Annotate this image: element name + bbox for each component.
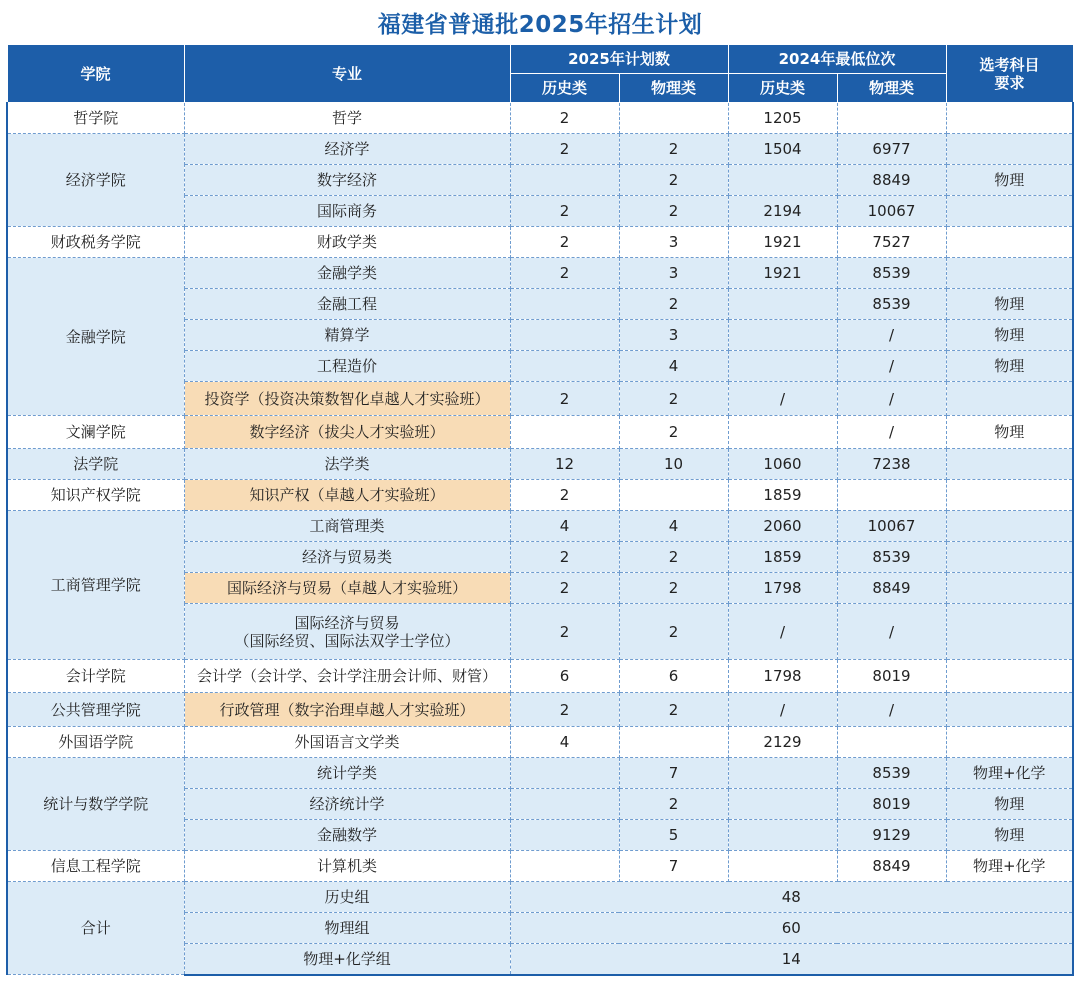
- college-cell: 知识产权学院: [7, 480, 184, 511]
- plan-physics-cell: 3: [619, 320, 728, 351]
- rank-physics-cell: 8539: [837, 758, 946, 789]
- requirement-cell: [946, 660, 1073, 693]
- table-row: [7, 693, 1073, 727]
- plan-history-cell: 2: [510, 604, 619, 660]
- rank-history-cell: 2194: [728, 196, 837, 227]
- rank-history-cell: 1060: [728, 449, 837, 480]
- table-row: [7, 227, 1073, 258]
- header-plan-history: 历史类: [510, 74, 619, 103]
- major-cell: 行政管理（数字治理卓越人才实验班）: [184, 693, 510, 727]
- table-row: [7, 851, 1073, 882]
- plan-physics-cell: 4: [619, 351, 728, 382]
- rank-physics-cell: 10067: [837, 196, 946, 227]
- major-cell: 外国语言文学类: [184, 727, 510, 758]
- plan-history-cell: 2: [510, 134, 619, 165]
- rank-physics-cell: 7527: [837, 227, 946, 258]
- plan-history-cell: [510, 351, 619, 382]
- total-group-cell: 物理组: [184, 913, 510, 944]
- major-cell: 精算学: [184, 320, 510, 351]
- plan-history-cell: 2: [510, 693, 619, 727]
- major-cell: 数字经济: [184, 165, 510, 196]
- header-rank-physics: 物理类: [837, 74, 946, 103]
- plan-history-cell: 2: [510, 227, 619, 258]
- rank-history-cell: 1205: [728, 103, 837, 134]
- table-row: [7, 449, 1073, 480]
- rank-physics-cell: /: [837, 604, 946, 660]
- rank-physics-cell: /: [837, 693, 946, 727]
- plan-history-cell: 4: [510, 511, 619, 542]
- plan-physics-cell: 2: [619, 165, 728, 196]
- plan-history-cell: 2: [510, 573, 619, 604]
- plan-history-cell: [510, 851, 619, 882]
- rank-history-cell: [728, 289, 837, 320]
- plan-physics-cell: 2: [619, 289, 728, 320]
- rank-history-cell: [728, 851, 837, 882]
- rank-physics-cell: 8849: [837, 851, 946, 882]
- plan-physics-cell: 3: [619, 227, 728, 258]
- college-cell: 统计与数学学院: [7, 758, 184, 851]
- table-row: [7, 480, 1073, 511]
- college-cell: 工商管理学院: [7, 511, 184, 660]
- college-cell: 外国语学院: [7, 727, 184, 758]
- rank-history-cell: 1798: [728, 573, 837, 604]
- rank-history-cell: 1921: [728, 258, 837, 289]
- requirement-cell: 物理: [946, 416, 1073, 449]
- header-requirement: 选考科目要求: [946, 45, 1073, 103]
- plan-physics-cell: 2: [619, 693, 728, 727]
- college-cell: 金融学院: [7, 258, 184, 416]
- rank-history-cell: /: [728, 604, 837, 660]
- rank-physics-cell: 8019: [837, 660, 946, 693]
- rank-history-cell: 1504: [728, 134, 837, 165]
- rank-physics-cell: 7238: [837, 449, 946, 480]
- major-cell: 知识产权（卓越人才实验班）: [184, 480, 510, 511]
- requirement-cell: [946, 573, 1073, 604]
- college-cell: 经济学院: [7, 134, 184, 227]
- rank-physics-cell: 10067: [837, 511, 946, 542]
- rank-history-cell: [728, 820, 837, 851]
- major-cell: 会计学（会计学、会计学注册会计师、财管）: [184, 660, 510, 693]
- requirement-cell: 物理: [946, 289, 1073, 320]
- major-cell: 统计学类: [184, 758, 510, 789]
- college-cell: 法学院: [7, 449, 184, 480]
- page-title: 福建省普通批2025年招生计划: [377, 12, 703, 38]
- major-cell: 法学类: [184, 449, 510, 480]
- rank-history-cell: [728, 416, 837, 449]
- plan-physics-cell: 2: [619, 134, 728, 165]
- requirement-cell: [946, 134, 1073, 165]
- rank-physics-cell: /: [837, 382, 946, 416]
- plan-physics-cell: 2: [619, 789, 728, 820]
- total-value-cell: 48: [510, 882, 1073, 913]
- table-row: [7, 103, 1073, 134]
- major-cell: 数字经济（拔尖人才实验班）: [184, 416, 510, 449]
- plan-history-cell: 2: [510, 258, 619, 289]
- major-cell: 经济学: [184, 134, 510, 165]
- college-cell: 哲学院: [7, 103, 184, 134]
- rank-history-cell: 1859: [728, 542, 837, 573]
- table-row: [7, 660, 1073, 693]
- plan-history-cell: [510, 789, 619, 820]
- header-major: 专业: [184, 45, 510, 103]
- rank-history-cell: [728, 758, 837, 789]
- major-cell: 经济与贸易类: [184, 542, 510, 573]
- rank-physics-cell: [837, 103, 946, 134]
- major-cell: 国际经济与贸易（卓越人才实验班）: [184, 573, 510, 604]
- plan-history-cell: 2: [510, 196, 619, 227]
- rank-history-cell: 1921: [728, 227, 837, 258]
- plan-history-cell: 12: [510, 449, 619, 480]
- plan-history-cell: [510, 416, 619, 449]
- rank-physics-cell: 8539: [837, 258, 946, 289]
- total-label-cell: 合计: [7, 882, 184, 975]
- major-cell: 财政学类: [184, 227, 510, 258]
- rank-history-cell: 1859: [728, 480, 837, 511]
- plan-physics-cell: 4: [619, 511, 728, 542]
- major-cell: [184, 604, 510, 660]
- total-value-cell: 60: [510, 913, 1073, 944]
- rank-history-cell: [728, 165, 837, 196]
- major-cell: 金融学类: [184, 258, 510, 289]
- college-cell: 财政税务学院: [7, 227, 184, 258]
- header-plan-2025: 2025年计划数: [510, 45, 728, 74]
- requirement-cell: 物理+化学: [946, 851, 1073, 882]
- plan-history-cell: 4: [510, 727, 619, 758]
- header-rank-history: 历史类: [728, 74, 837, 103]
- header-college: 学院: [7, 45, 184, 103]
- rank-physics-cell: [837, 727, 946, 758]
- rank-physics-cell: /: [837, 320, 946, 351]
- plan-history-cell: [510, 320, 619, 351]
- plan-history-cell: 2: [510, 480, 619, 511]
- major-cell: 投资学（投资决策数智化卓越人才实验班）: [184, 382, 510, 416]
- table-row: [7, 134, 1073, 165]
- rank-physics-cell: /: [837, 416, 946, 449]
- plan-physics-cell: 5: [619, 820, 728, 851]
- table-row: [7, 758, 1073, 789]
- requirement-cell: [946, 727, 1073, 758]
- plan-physics-cell: [619, 103, 728, 134]
- major-line-2: （国际经贸、国际法双学士学位）: [234, 631, 460, 650]
- plan-history-cell: [510, 758, 619, 789]
- rank-history-cell: [728, 351, 837, 382]
- college-cell: 文澜学院: [7, 416, 184, 449]
- plan-history-cell: [510, 165, 619, 196]
- rank-history-cell: 2129: [728, 727, 837, 758]
- rank-physics-cell: 8849: [837, 573, 946, 604]
- table-row: [7, 511, 1073, 542]
- plan-physics-cell: 2: [619, 382, 728, 416]
- plan-history-cell: 2: [510, 542, 619, 573]
- plan-history-cell: [510, 820, 619, 851]
- plan-physics-cell: [619, 480, 728, 511]
- requirement-cell: [946, 693, 1073, 727]
- rank-history-cell: 1798: [728, 660, 837, 693]
- major-cell: 经济统计学: [184, 789, 510, 820]
- total-value-cell: 14: [510, 944, 1073, 975]
- plan-physics-cell: 3: [619, 258, 728, 289]
- requirement-cell: 物理: [946, 820, 1073, 851]
- header-row-1: [7, 45, 1073, 74]
- rank-history-cell: [728, 789, 837, 820]
- college-cell: 公共管理学院: [7, 693, 184, 727]
- header-plan-physics: 物理类: [619, 74, 728, 103]
- plan-physics-cell: 2: [619, 573, 728, 604]
- rank-physics-cell: [837, 480, 946, 511]
- rank-history-cell: /: [728, 382, 837, 416]
- requirement-cell: 物理: [946, 165, 1073, 196]
- major-line-1: 国际经济与贸易: [294, 613, 400, 632]
- rank-physics-cell: 8539: [837, 289, 946, 320]
- requirement-cell: 物理: [946, 789, 1073, 820]
- table-row: [7, 727, 1073, 758]
- plan-physics-cell: 2: [619, 196, 728, 227]
- admission-plan-table: [6, 44, 1074, 976]
- rank-history-cell: [728, 320, 837, 351]
- plan-physics-cell: 2: [619, 604, 728, 660]
- plan-history-cell: 2: [510, 382, 619, 416]
- rank-physics-cell: 8539: [837, 542, 946, 573]
- requirement-cell: [946, 103, 1073, 134]
- table-row: [7, 416, 1073, 449]
- total-group-cell: 历史组: [184, 882, 510, 913]
- rank-physics-cell: 8019: [837, 789, 946, 820]
- requirement-cell: 物理+化学: [946, 758, 1073, 789]
- requirement-cell: 物理: [946, 351, 1073, 382]
- requirement-cell: [946, 449, 1073, 480]
- requirement-cell: [946, 227, 1073, 258]
- plan-physics-cell: 6: [619, 660, 728, 693]
- requirement-cell: [946, 382, 1073, 416]
- header-min-rank-2024: 2024年最低位次: [728, 45, 946, 74]
- requirement-cell: [946, 604, 1073, 660]
- rank-history-cell: 2060: [728, 511, 837, 542]
- requirement-cell: [946, 258, 1073, 289]
- rank-physics-cell: 6977: [837, 134, 946, 165]
- requirement-cell: [946, 511, 1073, 542]
- major-cell: 工商管理类: [184, 511, 510, 542]
- total-row: [7, 882, 1073, 913]
- major-cell: 金融数学: [184, 820, 510, 851]
- plan-physics-cell: 10: [619, 449, 728, 480]
- major-cell: 工程造价: [184, 351, 510, 382]
- rank-history-cell: /: [728, 693, 837, 727]
- plan-history-cell: 6: [510, 660, 619, 693]
- plan-history-cell: [510, 289, 619, 320]
- major-cell: 金融工程: [184, 289, 510, 320]
- requirement-cell: [946, 542, 1073, 573]
- college-cell: 信息工程学院: [7, 851, 184, 882]
- plan-history-cell: 2: [510, 103, 619, 134]
- major-cell: 计算机类: [184, 851, 510, 882]
- major-cell: 国际商务: [184, 196, 510, 227]
- major-cell: 哲学: [184, 103, 510, 134]
- plan-physics-cell: 7: [619, 851, 728, 882]
- college-cell: 会计学院: [7, 660, 184, 693]
- requirement-cell: 物理: [946, 320, 1073, 351]
- plan-physics-cell: 2: [619, 542, 728, 573]
- rank-physics-cell: 9129: [837, 820, 946, 851]
- plan-physics-cell: 7: [619, 758, 728, 789]
- rank-physics-cell: 8849: [837, 165, 946, 196]
- requirement-cell: [946, 196, 1073, 227]
- plan-physics-cell: 2: [619, 416, 728, 449]
- table-row: [7, 258, 1073, 289]
- plan-physics-cell: [619, 727, 728, 758]
- requirement-cell: [946, 480, 1073, 511]
- total-group-cell: 物理+化学组: [184, 944, 510, 975]
- rank-physics-cell: /: [837, 351, 946, 382]
